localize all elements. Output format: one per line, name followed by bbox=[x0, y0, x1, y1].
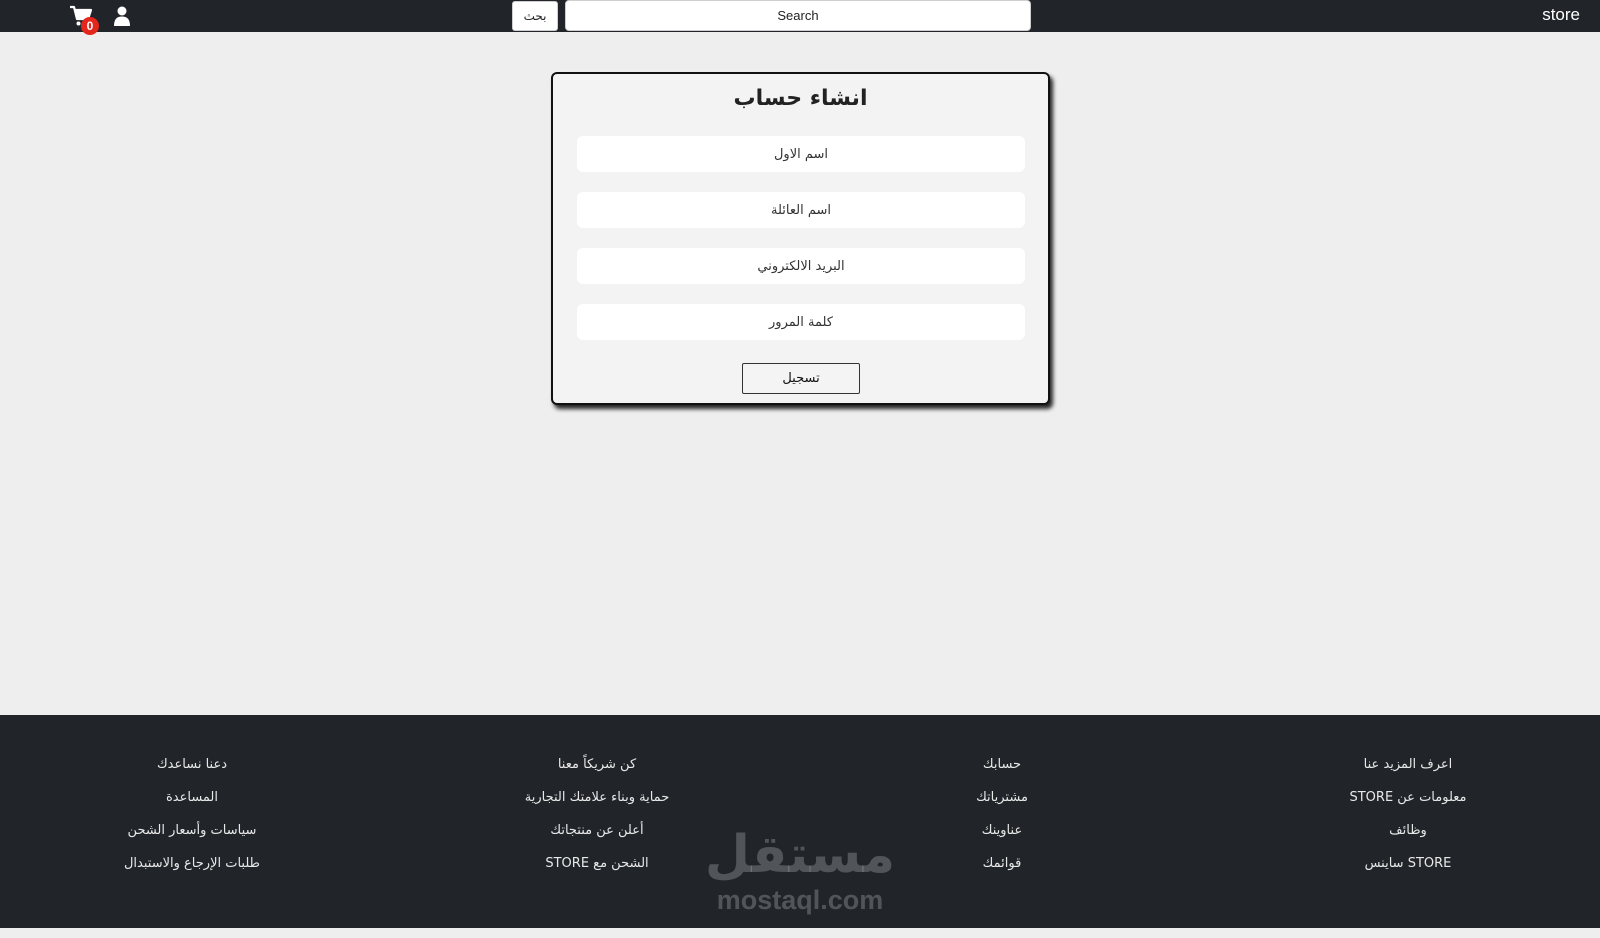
first-name-input[interactable]: اسم الاول bbox=[577, 136, 1025, 172]
footer-link[interactable]: كن شريكاً معنا bbox=[557, 757, 637, 772]
footer-link[interactable]: دعنا نساعدك bbox=[156, 757, 228, 772]
register-button[interactable]: تسجيل bbox=[742, 363, 860, 394]
cart-count-badge: 0 bbox=[81, 17, 99, 35]
footer-link[interactable]: اعرف المزيد عنا bbox=[1363, 757, 1453, 772]
email-input[interactable]: البريد الالكتروني bbox=[577, 248, 1025, 284]
form-title: انشاء حساب bbox=[733, 86, 868, 111]
footer-link[interactable]: حسابك bbox=[982, 757, 1022, 772]
footer-link[interactable]: أعلن عن منتجاتك bbox=[550, 823, 644, 838]
footer-link[interactable]: STORE ساينس bbox=[1364, 856, 1452, 871]
mostaql-watermark bbox=[700, 825, 900, 920]
search-input[interactable]: Search bbox=[565, 0, 1031, 31]
footer-link[interactable]: المساعدة bbox=[165, 790, 219, 805]
footer-link[interactable]: قوائمك bbox=[982, 856, 1022, 871]
password-input[interactable]: كلمة المرور bbox=[577, 304, 1025, 340]
watermark-arabic: مستقل bbox=[704, 825, 896, 885]
footer-link[interactable]: سياسات وأسعار الشحن bbox=[127, 823, 257, 838]
top-navbar bbox=[0, 0, 1600, 32]
footer-link[interactable]: وظائف bbox=[1389, 823, 1427, 838]
footer-link[interactable]: حماية وبناء علامتك التجارية bbox=[524, 790, 670, 805]
user-icon[interactable] bbox=[113, 6, 131, 26]
footer-link[interactable]: طلبات الإرجاع والاستبدال bbox=[123, 856, 261, 871]
brand-logo[interactable]: store bbox=[1542, 5, 1580, 24]
last-name-input[interactable]: اسم العائلة bbox=[577, 192, 1025, 228]
bottom-strip bbox=[0, 928, 1600, 938]
footer-link[interactable]: مشترياتك bbox=[976, 790, 1028, 805]
footer-link[interactable]: الشحن مع STORE bbox=[545, 856, 649, 871]
search-button[interactable]: بحث bbox=[512, 1, 558, 31]
register-card bbox=[551, 72, 1050, 405]
footer-link[interactable]: عناوينك bbox=[981, 823, 1023, 838]
watermark-latin: mostaql.com bbox=[716, 885, 884, 915]
footer-link[interactable]: معلومات عن STORE bbox=[1349, 790, 1467, 805]
footer bbox=[0, 715, 1600, 928]
